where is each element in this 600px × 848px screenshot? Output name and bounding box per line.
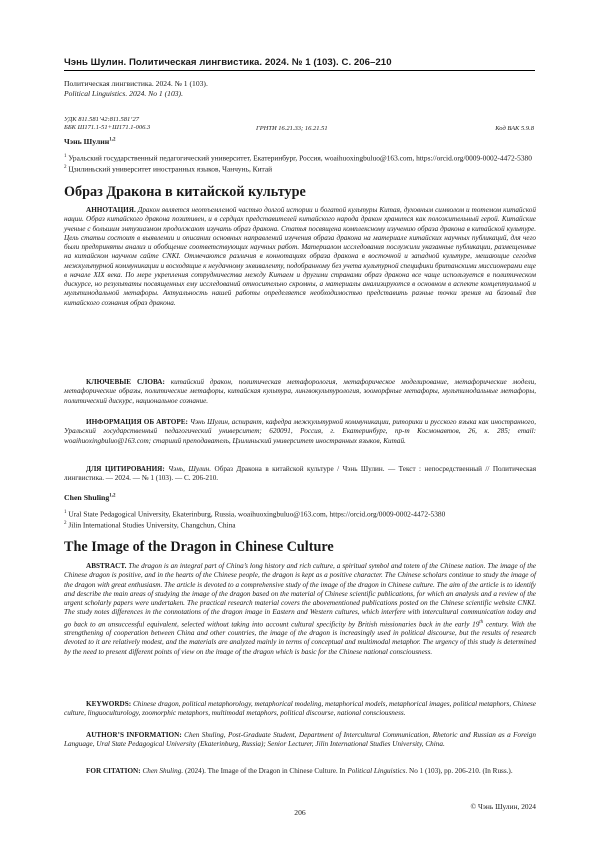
author-name-en: [64, 493, 116, 502]
citation-ru: [64, 465, 536, 484]
author-info-ru: [64, 418, 536, 446]
article-title-ru: Образ Дракона в китайской культуре: [64, 184, 306, 200]
bbk-code: ББК Ш171.1-51+Ш171.1-006.3: [64, 124, 151, 132]
abstract-sup-en: th: [479, 619, 484, 625]
author-name-en-text: Chen Shuling: [64, 493, 110, 502]
author-info-en: [64, 731, 536, 750]
page-number: 206: [294, 808, 306, 817]
citation-label-ru: ДЛЯ ЦИТИРОВАНИЯ:: [86, 465, 165, 473]
abstract-text-en-a: The dragon is an integral part of China’s long history and rich culture, a spiritual symbol and totem of the Chinese nation. The image of the Chinese dragon is positive, and in the hearts of the Chinese people, the dragon is kept as a positive character. The Chinese scholars continue to study the image of the dragon with great enthusiasm. The article is devoted to a comprehensive study of the image of the dragon in Chinese culture. The aim of the article is to identify and describe the main areas of studying the image of the dragon based on the material of Chinese scientific publications, for which an analysis and a review of the urgent scholarly papers were undertaken. The practical research material covers the abovementioned publications posted on the Chinese scientific website CNKI. The study notes differences in the connotations of the dragon image in Eastern and Western cultures, which interfere with intercultural communication today and go back to an unsuccessful equivalent, selected without taking into account cultural specificity by British missionaries back in the early 19: [64, 562, 536, 628]
abstract-label-en: ABSTRACT.: [86, 562, 127, 570]
affiliations-ru: [64, 152, 536, 173]
citation-label-en: FOR CITATION:: [86, 767, 141, 775]
author-info-text-ru: Чэнь Шулин, аспирант, кафедра межкультурной коммуникации, риторики и русского языка как иностранного, Уральский государственный педагогический университет; 620091, Россия, г. Екатеринбург, пр-т Космонавтов, 26, к. 285; email: woaihuoxingbuluo@163.com; старший преподаватель, Цзилиньский университет иностранных языков, Китай.: [64, 418, 536, 445]
affil-sup: 1: [64, 154, 67, 159]
grnti-code: ГРНТИ 16.21.33; 16.21.51: [256, 125, 328, 132]
journal-citation-ru: Политическая лингвистика. 2024. № 1 (103).: [64, 79, 208, 88]
keywords-text-en: Chinese dragon, political metaphorology, metaphorical modeling, metaphorical models, metaphorical images, political metaphors, Chinese culture, linguoculturology, zoomorphic metaphors, multimodal metaphors, political discourse, national consciousness.: [64, 700, 536, 718]
running-head: Чэнь Шулин. Политическая лингвистика. 2024. № 1 (103). С. 206–210: [64, 57, 392, 68]
affiliation-2-ru: [64, 163, 536, 174]
citation-pages-en: . No 1 (103), pp. 206-210. (In Russ.).: [405, 767, 513, 775]
author-name-ru-text: Чэнь Шулин: [64, 137, 110, 146]
keywords-label-ru: КЛЮЧЕВЫЕ СЛОВА:: [86, 378, 165, 386]
journal-citation-en: Political Linguistics. 2024. No 1 (103).: [64, 88, 183, 98]
author-name-ru: [64, 137, 116, 146]
affiliations-en: [64, 508, 536, 529]
journal-citation: [64, 79, 534, 98]
citation-author-en: Chen Shuling.: [140, 767, 184, 775]
citation-en: [64, 767, 536, 776]
abstract-ru: [64, 206, 536, 308]
abstract-label-ru: АННОТАЦИЯ.: [86, 206, 136, 214]
classification-codes: [64, 116, 534, 132]
keywords-label-en: KEYWORDS:: [86, 700, 132, 708]
citation-text-en: (2024). The Image of the Dragon in Chinese Culture. In: [183, 767, 348, 775]
author-info-label-ru: ИНФОРМАЦИЯ ОБ АВТОРЕ:: [86, 418, 188, 426]
keywords-en: [64, 700, 536, 719]
affiliation-2-en: [64, 519, 536, 530]
affil-sup: 1: [64, 510, 67, 515]
header-rule: [64, 70, 535, 71]
author-sup-en: 1,2: [109, 493, 116, 499]
affiliation-1-ru: [64, 152, 536, 163]
author-sup-ru: 1,2: [109, 137, 116, 143]
citation-author-ru: Чэнь, Шулин.: [164, 465, 212, 473]
affiliation-1-en: [64, 508, 536, 519]
author-info-text-en: Chen Shuling, Post-Graduate Student, Department of Intercultural Communication, Rhetoric and Russian as a Foreign Language, Ural State Pedagogical University (Ekaterinburg, Russia); Senior Lecturer, Jilin International Studies University, China.: [64, 731, 536, 749]
copyright-notice: © Чэнь Шулин, 2024: [470, 802, 536, 811]
udk-code: УДК 811.581’42:811.581’27: [64, 116, 139, 123]
affil-sup: 2: [64, 520, 67, 526]
article-title-en: The Image of the Dragon in Chinese Culture: [64, 539, 334, 555]
keywords-text-ru: китайский дракон, политическая метафорология, метафорическое моделирование, метафорические модели, метафорические образы, политические метафоры, китайская культура, лингвокультурология, зооморфные метафоры, мультимодальные метафоры, политический дискурс, национальное сознание.: [64, 378, 536, 405]
citation-journal-en: Political Linguistics: [347, 767, 406, 775]
affil-sup: 2: [64, 164, 67, 170]
affil-text: Jilin International Studies University, Changchun, China: [66, 520, 236, 530]
citation-text-ru: Образ Дракона в китайской культуре / Чэнь Шулин. — Текст : непосредственный // Политическая лингвистика. — 2024. — № 1 (103). — С. 206-210.: [64, 465, 537, 483]
abstract-text-ru: Дракон является неотъемлемой частью долгой истории и богатой культуры Китая, духовным символом и тотемом китайской нации. Образ китайского дракона позитивен, и в сердцах представителей китайского народа дракон хранится как положительный герой. Китайские ученые с большим энтузиазмом продолжают изучать образ дракона. Статья посвящена комплексному изучению образа дракона в китайской культуре. Цель статьи состоит в выявлении и описании основных направлений изучения образа дракона на материале китайских научных публикаций, для чего были предприняты анализ и обобщение соответствующих научных работ. Материалом исследования послужили указанные публикации, размещенные на китайском научном сайте CNKI. Отмечаются различия в коннотациях образа дракона в восточной и западной культуре, мешающие сегодня межкультурной коммуникации и восходящие к неудачному эквиваленту, подобранному без учета культурной специфики британскими миссионерами еще в начале XIX века. По мере укрепления сотрудничества между Китаем и другими странами образ дракона все чаще используется в политическом дискурсе, но результаты посвященных ему исследований относительно скромны, а материалы анализируются в основном в аспекте концептуальной и мультимодальной метафоры. Актуальность нашей работы определяется необходимостью представить разные точки зрения на базовый для китайского сознания образ дракона.: [64, 206, 536, 307]
affil-text: Цзилиньский университет иностранных языков, Чанчунь, Китай: [66, 164, 273, 174]
affil-text: Уральский государственный педагогический университет, Екатеринбург, Россия, woaihuoxingbuluo@163.com, https://orcid.org/0009-0002-4472-5380: [66, 153, 532, 163]
keywords-ru: [64, 378, 536, 406]
vak-code: Код ВАК 5.9.8: [495, 125, 534, 132]
abstract-text-en-b: century. With the strengthening of cooperation between China and other countries, the image of the dragon is increasingly used in political discourse, but the results of research devoted to it are relatively modest, and the materials are analyzed mainly in terms of conceptual and multimodal metaphor. The urgency of this study is determined by the need to present different points of view on the image of the dragon which is basic for the Chinese national consciousness.: [64, 619, 536, 656]
author-info-label-en: AUTHOR’S INFORMATION:: [86, 731, 182, 739]
abstract-en: [64, 562, 536, 657]
affil-text: Ural State Pedagogical University, Ekaterinburg, Russia, woaihuoxingbuluo@163.com, https://orcid.org/0009-0002-4472-5380: [66, 509, 446, 519]
